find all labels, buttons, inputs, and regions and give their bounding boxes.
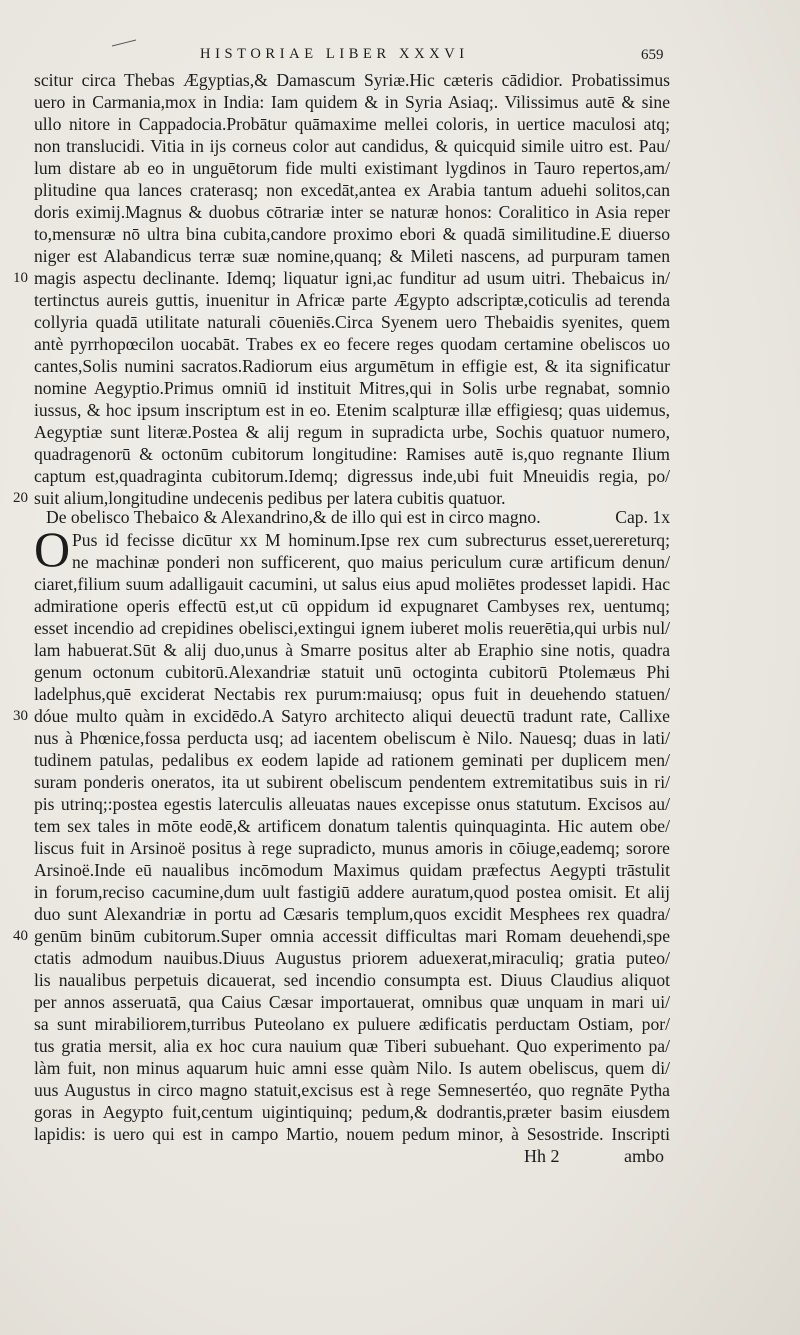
drop-capital: O <box>34 521 71 577</box>
text-line: genūm binūm cubitorum.Super omnia accessit difficultas mari Romam deuehendi,spe <box>34 926 670 946</box>
text-line: lum distare ab eo in unguētorum fide multi existimant lygdinos in Tauro repertos,am/ <box>34 158 670 178</box>
text-line: ctatis admodum nauibus.Diuus Augustus priorem aduexerat,miraculiq; gratia puteo/ <box>34 948 670 968</box>
text-line: nomine Aegyptio.Primus omniū id instituit Mitres,qui in Solis urbe regnabat, somnio <box>34 378 670 398</box>
text-line: tudinem patulas, pedalibus ex eodem lapide ad rationem geminati per duplicem men/ <box>34 750 670 770</box>
text-line: niger est Alabandicus terræ suæ nomine,quanq; & Mileti nascens, ad purpuram tamen <box>34 246 670 266</box>
text-line: uero in Carmania,mox in India: Iam quidem & in Syria Asiaq;. Vilissimus autē & sine <box>34 92 670 112</box>
text-line: sa sunt mirabiliorem,turribus Puteolano ex puluere ædificatis perductam Ostiam, por/ <box>34 1014 670 1034</box>
line-number: 30 <box>13 708 28 724</box>
text-line: duo sunt Alexandriæ in portu ad Cæsaris templum,quos excidit Mesphees rex quadra/ <box>34 904 670 924</box>
text-line: pis utrinq;:postea egestis laterculis alleuatas naues excepisse onus statutum. Excisos au/ <box>34 794 670 814</box>
text-line: per annos asseruatā, qua Caius Cæsar importauerat, omnibus quæ unquam in mari ui/ <box>34 992 670 1012</box>
text-line: lapidis: is uero qui est in campo Martio, nouem pedum minor, à Sesostride. Inscripti <box>34 1124 670 1144</box>
text-line: admiratione operis effectū est,ut cū oppidum id expugnaret Cambyses rex, uentumq; <box>34 596 670 616</box>
line-number: 20 <box>13 490 28 506</box>
text-line: goras in Aegypto fuit,centum uigintiquinq; pedum,& dodrantis,præter basim eiusdem <box>34 1102 670 1122</box>
text-line: antè pyrrhopœcilon uocabāt. Trabes ex eo fecere reges quodam certamine obeliscos uo <box>34 334 670 354</box>
text-line: magis aspectu declinante. Idemq; liquatur igni,ac funditur ad usum uitri. Thebaicus in/ <box>34 268 670 288</box>
chapter-number: Cap. 1x <box>615 507 670 527</box>
text-line: ne machinæ ponderi non sufficerent, quo maius periculum curæ artificum denun/ <box>72 552 670 572</box>
text-line: doris eximij.Magnus & duobus cōtrariæ inter se naturæ honos: Coralitico in Asia reper <box>34 202 670 222</box>
chapter-heading <box>46 507 670 529</box>
text-line: tem sex tales in mōte eodē,& artificem donatum talentis quinquaginta. Hic autem obe/ <box>34 816 670 836</box>
page-footer <box>0 1146 800 1170</box>
text-line: lam habuerat.Sūt & alij duo,unus à Smarre positus alter ab Eraphio sine notis, quadra <box>34 640 670 660</box>
line-number: 10 <box>13 270 28 286</box>
text-line: scitur circa Thebas Ægyptias,& Damascum Syriæ.Hic cæteris cādidior. Probatissimus <box>34 70 670 90</box>
text-line: non translucidi. Vitia in ijs corneus color aut candidus, & quicquid simile uitro est. Pau/ <box>34 136 670 156</box>
text-line: genum octonum cubitorū.Alexandriæ statuit unū octoginta cubitorū Ptolemæus Phi <box>34 662 670 682</box>
text-line: dóue multo quàm in excidēdo.A Satyro architecto aliqui deuectū tradunt rate, Callixe <box>34 706 670 726</box>
text-line: Pus id fecisse dicūtur xx M hominum.Ipse rex cum subrecturus esset,uerereturq; <box>72 530 670 550</box>
text-line: ladelphus,quē exciderat Nectabis rex purum:maiusq; opus fuit in deuehendo statuen/ <box>34 684 670 704</box>
text-line: esset incendio ad crepidines obelisci,extingui ignem iuberet molis reuerētia,qui urbis nul/ <box>34 618 670 638</box>
text-line: Arsinoë.Inde eū naualibus incōmodum Maximus quidam præfectus Aegypti trāstulit <box>34 860 670 880</box>
text-line: liscus fuit in Arsinoë positus à rege supradicto, munus amoris in cōiuge,eademq; sorore <box>34 838 670 858</box>
text-line: lis naualibus perpetuis dicauerat, sed incendio consumpta est. Diuus Claudius aliquot <box>34 970 670 990</box>
text-line: iussus, & hoc ipsum inscriptum est in eo. Etenim scalpturæ illæ effigiesq; quas uidemus, <box>34 400 670 420</box>
text-line: quadragenorū & octonūm cubitorum longitudine: Ramises autē is,quo regnante Ilium <box>34 444 670 464</box>
catchword: ambo <box>624 1146 664 1166</box>
text-line: suram ponderis oneratos, ita ut subirent obeliscum pendentem extremitatibus suis in ri/ <box>34 772 670 792</box>
chapter-title: De obelisco Thebaico & Alexandrino,& de illo qui est in circo magno. <box>46 507 541 527</box>
text-line: cantes,Solis numini sacratos.Radiorum eius argumētum in effigie est, & ita significatur <box>34 356 670 376</box>
signature-mark: Hh 2 <box>524 1146 560 1166</box>
running-head: HISTORIAE LIBER XXXVI <box>200 46 469 62</box>
text-line: Aegyptiæ sunt literæ.Postea & alij regum in supradicta urbe, Sochis quatuor numero, <box>34 422 670 442</box>
text-line: tertinctus aureis guttis, inuenitur in Africæ parte Ægypto adscriptæ,coticulis ad terenda <box>34 290 670 310</box>
text-line: to,mensuræ nō ultra bina cubita,candore proximo ebori & quadā similitudine.E diuerso <box>34 224 670 244</box>
line-number: 40 <box>13 928 28 944</box>
text-line: plitudine qua lances craterasq; non excedāt,antea ex Arabia tantum aduehi solitos,can <box>34 180 670 200</box>
text-line: collyria quadā utilitate naturali cōueniēs.Circa Syenem uero Thebaidis syenites, quem <box>34 312 670 332</box>
text-line: suit alium,longitudine undecenis pedibus per latera cubitis quatuor. <box>34 488 506 508</box>
text-line: tus gratia mersit, alia ex hoc cura nauium quæ Tiberi subuehant. Quo experimento pa/ <box>34 1036 670 1056</box>
text-line: nus à Phœnice,fossa perducta usq; ad iacentem obeliscum è Nilo. Nauesq; duas in lati/ <box>34 728 670 748</box>
text-line: làm fuit, non minus aquarum huic amni esse quàm Nilo. Is autem obeliscus, quem di/ <box>34 1058 670 1078</box>
text-line: ullo nitore in Cappadocia.Probātur quāmaxime mellei coloris, in uertice maculosi atq; <box>34 114 670 134</box>
text-line: captum est,quadraginta cubitorum.Idemq; digressus inde,ubi fuit Mneuidis regia, po/ <box>34 466 670 486</box>
text-line: uus Augustus in circo magno statuit,excisus est à rege Semnesertéo, quo regnāte Pytha <box>34 1080 670 1100</box>
text-line: in forum,reciso cacumine,dum uult fastigiū addere auratum,quod postea omisit. Et alij <box>34 882 670 902</box>
text-line: ciaret,filium suum adalligauit cacumini, ut salus eius apud moliētes prodesset lapidi. Hac <box>34 574 670 594</box>
folio-number: 659 <box>641 47 664 63</box>
